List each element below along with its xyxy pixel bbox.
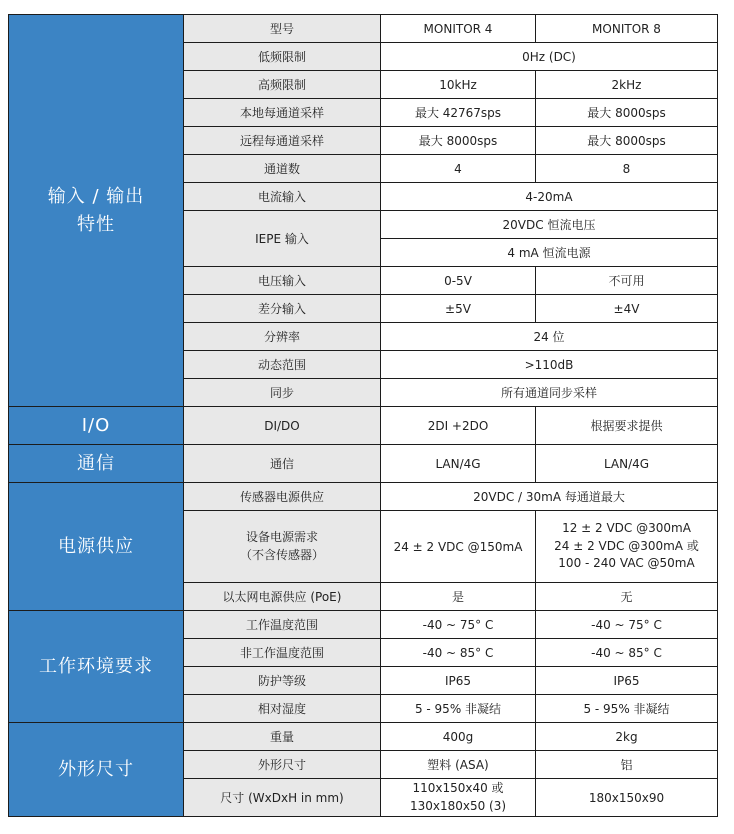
spec-value-monitor8: 2kg bbox=[536, 723, 718, 751]
spec-label: 高频限制 bbox=[184, 71, 381, 99]
table-row bbox=[9, 723, 718, 751]
spec-value-monitor4: 10kHz bbox=[381, 71, 536, 99]
spec-value-shared: >110dB bbox=[381, 351, 718, 379]
spec-value-monitor4: 2DI +2DO bbox=[381, 407, 536, 445]
spec-label: 非工作温度范围 bbox=[184, 639, 381, 667]
spec-label: 通信 bbox=[184, 445, 381, 483]
spec-value-monitor4: IP65 bbox=[381, 667, 536, 695]
section-title: I/O bbox=[9, 407, 184, 445]
table-row bbox=[9, 445, 718, 483]
spec-label: DI/DO bbox=[184, 407, 381, 445]
spec-label: 以太网电源供应 (PoE) bbox=[184, 583, 381, 611]
section-title: 电源供应 bbox=[9, 483, 184, 611]
spec-value-monitor8: MONITOR 8 bbox=[536, 15, 718, 43]
section-title: 工作环境要求 bbox=[9, 611, 184, 723]
table-row bbox=[9, 407, 718, 445]
spec-label: 重量 bbox=[184, 723, 381, 751]
spec-label: 分辨率 bbox=[184, 323, 381, 351]
spec-value-monitor8: ±4V bbox=[536, 295, 718, 323]
spec-label: 低频限制 bbox=[184, 43, 381, 71]
spec-value-monitor4: 0-5V bbox=[381, 267, 536, 295]
spec-value-monitor8: 无 bbox=[536, 583, 718, 611]
spec-value-monitor8: 8 bbox=[536, 155, 718, 183]
spec-value-monitor8: 根据要求提供 bbox=[536, 407, 718, 445]
section-title: 通信 bbox=[9, 445, 184, 483]
spec-label: 通道数 bbox=[184, 155, 381, 183]
spec-label: 相对湿度 bbox=[184, 695, 381, 723]
spec-value-shared: 4-20mA bbox=[381, 183, 718, 211]
spec-value-monitor8: -40 ~ 85° C bbox=[536, 639, 718, 667]
spec-label: 外形尺寸 bbox=[184, 751, 381, 779]
spec-value-monitor8: 最大 8000sps bbox=[536, 127, 718, 155]
spec-value-shared: 20VDC / 30mA 每通道最大 bbox=[381, 483, 718, 511]
spec-label: 本地每通道采样 bbox=[184, 99, 381, 127]
spec-value-monitor4: 最大 42767sps bbox=[381, 99, 536, 127]
spec-value-shared: 0Hz (DC) bbox=[381, 43, 718, 71]
spec-value-shared: 4 mA 恒流电源 bbox=[381, 239, 718, 267]
spec-label: 设备电源需求 （不含传感器） bbox=[184, 511, 381, 583]
spec-value-monitor4: 5 - 95% 非凝结 bbox=[381, 695, 536, 723]
spec-label: 尺寸 (WxDxH in mm) bbox=[184, 779, 381, 817]
spec-value-monitor4: 400g bbox=[381, 723, 536, 751]
spec-label: 电流输入 bbox=[184, 183, 381, 211]
spec-value-monitor4: ±5V bbox=[381, 295, 536, 323]
table-row bbox=[9, 15, 718, 43]
spec-value-monitor8: 最大 8000sps bbox=[536, 99, 718, 127]
spec-value-monitor4: 24 ± 2 VDC @150mA bbox=[381, 511, 536, 583]
spec-value-monitor4: LAN/4G bbox=[381, 445, 536, 483]
spec-value-monitor4: 最大 8000sps bbox=[381, 127, 536, 155]
section-title: 输入 / 输出 特性 bbox=[9, 15, 184, 407]
spec-label: 型号 bbox=[184, 15, 381, 43]
spec-value-monitor4: 是 bbox=[381, 583, 536, 611]
spec-label: IEPE 输入 bbox=[184, 211, 381, 267]
spec-value-monitor4: 4 bbox=[381, 155, 536, 183]
spec-value-shared: 所有通道同步采样 bbox=[381, 379, 718, 407]
spec-value-monitor8: 铝 bbox=[536, 751, 718, 779]
spec-label: 工作温度范围 bbox=[184, 611, 381, 639]
spec-label: 防护等级 bbox=[184, 667, 381, 695]
spec-value-monitor8: IP65 bbox=[536, 667, 718, 695]
spec-value-monitor8: -40 ~ 75° C bbox=[536, 611, 718, 639]
spec-value-monitor8: 5 - 95% 非凝结 bbox=[536, 695, 718, 723]
table-row bbox=[9, 611, 718, 639]
spec-value-monitor4: MONITOR 4 bbox=[381, 15, 536, 43]
spec-table bbox=[8, 14, 718, 817]
spec-label: 动态范围 bbox=[184, 351, 381, 379]
spec-value-monitor8: 不可用 bbox=[536, 267, 718, 295]
table-row bbox=[9, 483, 718, 511]
spec-value-monitor8: 180x150x90 bbox=[536, 779, 718, 817]
spec-label: 远程每通道采样 bbox=[184, 127, 381, 155]
section-title: 外形尺寸 bbox=[9, 723, 184, 817]
spec-value-monitor8: 2kHz bbox=[536, 71, 718, 99]
spec-value-monitor4: -40 ~ 85° C bbox=[381, 639, 536, 667]
spec-value-monitor8: LAN/4G bbox=[536, 445, 718, 483]
spec-value-monitor4: 塑料 (ASA) bbox=[381, 751, 536, 779]
spec-label: 传感器电源供应 bbox=[184, 483, 381, 511]
spec-value-monitor4: 110x150x40 或 130x180x50 (3) bbox=[381, 779, 536, 817]
spec-label: 电压输入 bbox=[184, 267, 381, 295]
spec-value-monitor4: -40 ~ 75° C bbox=[381, 611, 536, 639]
spec-value-shared: 24 位 bbox=[381, 323, 718, 351]
spec-value-monitor8: 12 ± 2 VDC @300mA 24 ± 2 VDC @300mA 或 100 - 240 VAC @50mA bbox=[536, 511, 718, 583]
spec-label: 差分输入 bbox=[184, 295, 381, 323]
spec-label: 同步 bbox=[184, 379, 381, 407]
spec-value-shared: 20VDC 恒流电压 bbox=[381, 211, 718, 239]
